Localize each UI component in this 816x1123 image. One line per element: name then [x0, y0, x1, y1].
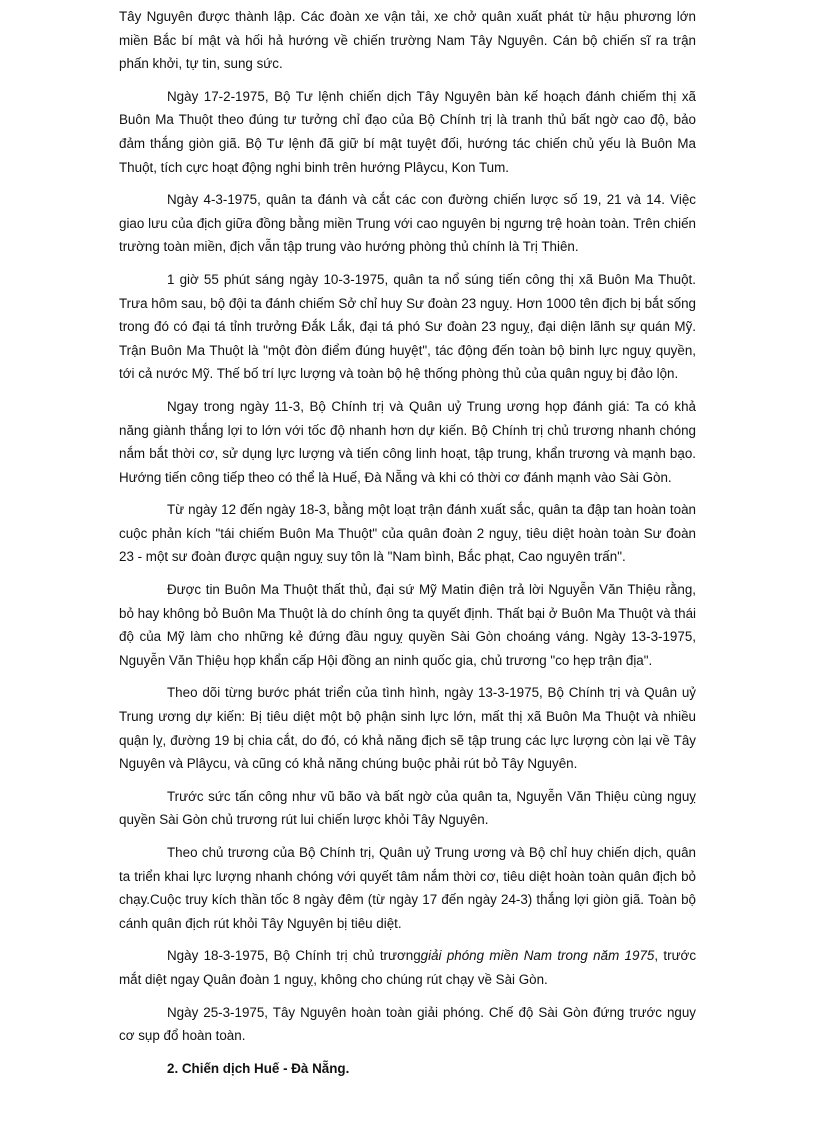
section-heading: 2. Chiến dịch Huế - Đà Nẵng. — [167, 1060, 350, 1076]
paragraph-12: Ngày 25-3-1975, Tây Nguyên hoàn toàn giải phóng. Chế độ Sài Gòn đứng trước nguy cơ sụp đổ hoàn toàn. — [119, 1004, 696, 1044]
paragraph-11 — [119, 944, 696, 991]
paragraph-11-text-after: , trước mắt diệt ngay Quân đoàn 1 nguỵ, không cho chúng rút chạy về Sài Gòn. — [119, 948, 697, 987]
paragraph-3: Ngày 4-3-1975, quân ta đánh và cắt các con đường chiến lược số 19, 21 và 14. Việc giao lưu của địch giữa đồng bằng miền Trung với cao nguyên bị ngưng trệ hoàn toàn. Trên chiến trường toàn miền, địch vẫn tập trung vào hướng phòng thủ chính là Trị Thiên. — [119, 192, 696, 255]
paragraph-11-text-before: Ngày 18-3-1975, Bộ Chính trị chủ trương — [167, 948, 421, 964]
paragraph-7: Được tin Buôn Ma Thuột thất thủ, đại sứ Mỹ Matin điện trả lời Nguyễn Văn Thiệu rằng, bỏ hay không bỏ Buôn Ma Thuột là do chính ông ta quyết định. Thất bại ở Buôn Ma Thuột và thái độ của Mỹ làm cho những kẻ đứng đầu nguỵ quyền Sài Gòn choáng váng. Ngày 13-3-1975, Nguyễn Văn Thiệu họp khẩn cấp Hội đồng an ninh quốc gia, chủ trương "co hẹp trận địa". — [119, 582, 696, 668]
paragraph-1: Tây Nguyên được thành lập. Các đoàn xe vận tải, xe chở quân xuất phát từ hậu phương lớn miền Bắc bí mật và hối hả hướng về chiến trường Nam Tây Nguyên. Cán bộ chiến sĩ ra trận phấn khởi, tự tin, sung sức. — [119, 9, 696, 72]
paragraph-9: Trước sức tấn công như vũ bão và bất ngờ của quân ta, Nguyễn Văn Thiệu cùng nguỵ quyền Sài Gòn chủ trương rút lui chiến lược khỏi Tây Nguyên. — [119, 788, 696, 828]
document-page — [119, 5, 696, 1080]
paragraph-10: Theo chủ trương của Bộ Chính trị, Quân uỷ Trung ương và Bộ chỉ huy chiến dịch, quân ta triển khai lực lượng nhanh chóng với quyết tâm nắm thời cơ, tiêu diệt hoàn toàn quân địch bỏ chạy.Cuộc truy kích thần tốc 8 ngày đêm (từ ngày 17 đến ngày 24-3) thắng lợi giòn giã. Toàn bộ cánh quân địch rút khỏi Tây Nguyên bị tiêu diệt. — [119, 845, 696, 931]
paragraph-6: Từ ngày 12 đến ngày 18-3, bằng một loạt trận đánh xuất sắc, quân ta đập tan hoàn toàn cuộc phản kích "tái chiếm Buôn Ma Thuột" của quân đoàn 2 nguỵ, tiêu diệt hoàn toàn Sư đoàn 23 - một sư đoàn được quận nguỵ suy tôn là "Nam bình, Bắc phạt, Cao nguyên trấn". — [119, 502, 696, 565]
paragraph-8: Theo dõi từng bước phát triển của tình hình, ngày 13-3-1975, Bộ Chính trị và Quân uỷ Trung ương dự kiến: Bị tiêu diệt một bộ phận sinh lực lớn, mất thị xã Buôn Ma Thuột và nhiều quận lỵ, đường 19 bị chia cắt, do đó, có khả năng địch sẽ tập trung các lực lượng còn lại về Tây Nguyên và Plâycu, và cũng có khả năng chúng buộc phải rút bỏ Tây Nguyên. — [119, 685, 696, 772]
paragraph-11-italic-phrase: giải phóng miền Nam trong năm 1975 — [420, 948, 655, 964]
paragraph-4: 1 giờ 55 phút sáng ngày 10-3-1975, quân ta nổ súng tiến công thị xã Buôn Ma Thuột. Trưa hôm sau, bộ đội ta đánh chiếm Sở chỉ huy Sư đoàn 23 nguỵ. Hơn 1000 tên địch bị bắt sống trong đó có đại tá tỉnh trưởng Đắk Lắk, đại tá phó Sư đoàn 23 nguỵ, đại diện lãnh sự quán Mỹ. Trận Buôn Ma Thuột là "một đòn điểm đúng huyệt", tác động đến toàn bộ binh lực nguỵ quyền, tới cả nước Mỹ. Thế bố trí lực lượng và toàn bộ hệ thống phòng thủ của quân nguỵ bị đảo lộn. — [119, 271, 696, 382]
paragraph-2: Ngày 17-2-1975, Bộ Tư lệnh chiến dịch Tây Nguyên bàn kế hoạch đánh chiếm thị xã Buôn Ma Thuột theo đúng tư tưởng chỉ đạo của Bộ Chính trị là tranh thủ bất ngờ cao độ, bảo đảm thắng giòn giã. Bộ Tư lệnh đã giữ bí mật tuyệt đối, hướng tác chiến chủ yếu là Buôn Ma Thuột, tích cực hoạt động nghi binh trên hướng Plâycu, Kon Tum. — [119, 88, 696, 175]
paragraph-5: Ngay trong ngày 11-3, Bộ Chính trị và Quân uỷ Trung ương họp đánh giá: Ta có khả năng giành thắng lợi to lớn với tốc độ nhanh hơn dự kiến. Bộ Chính trị chủ trương nhanh chóng nắm bắt thời cơ, sử dụng lực lượng và tiến công linh hoạt, tập trung, khẩn trương và mạnh bạo. Hướng tiến công tiếp theo có thể là Huế, Đà Nẵng và khi có thời cơ đánh mạnh vào Sài Gòn. — [119, 398, 696, 485]
